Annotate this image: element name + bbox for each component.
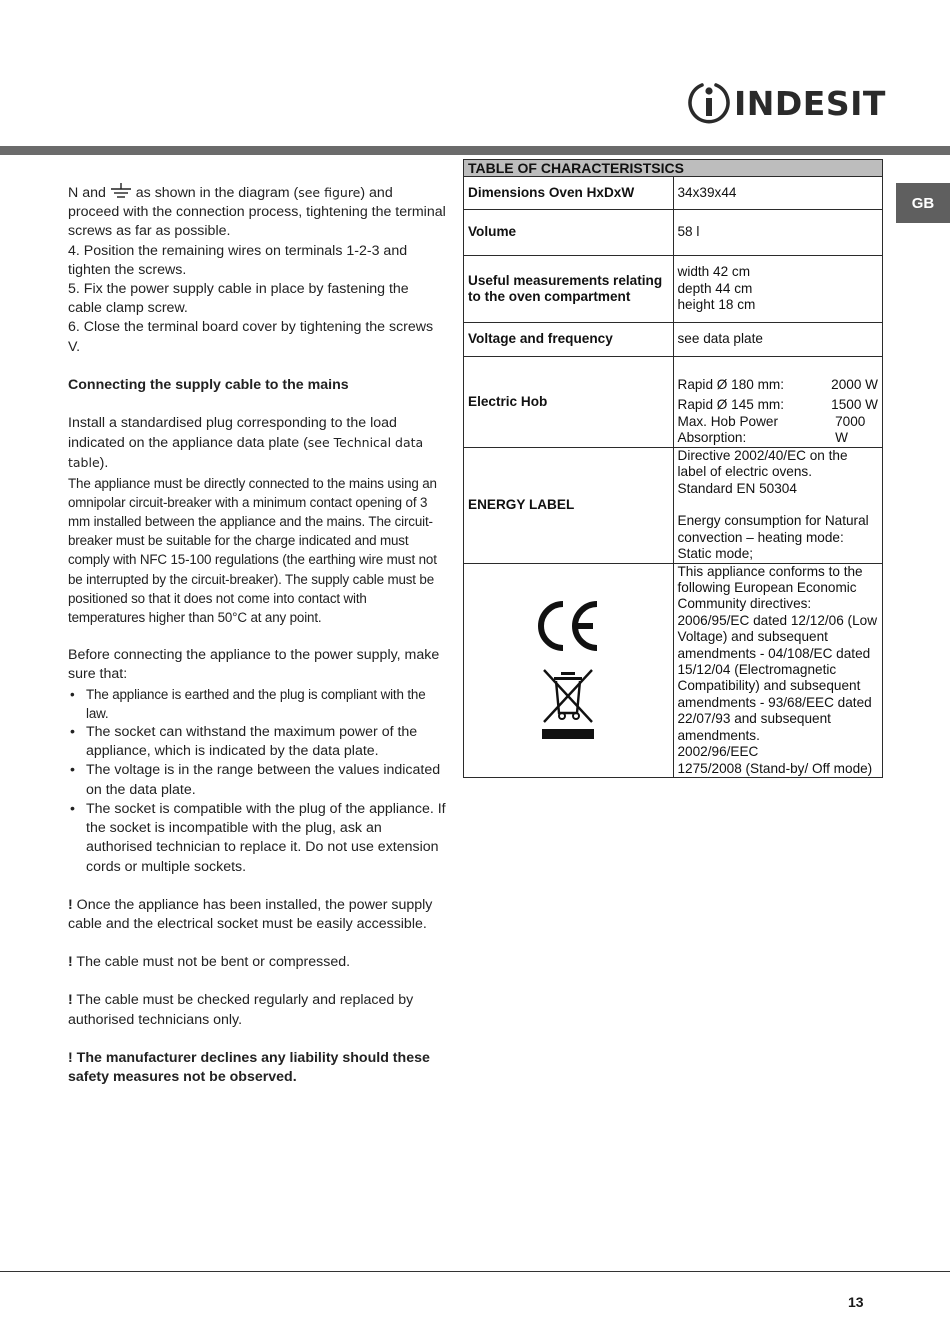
earth-icon [110, 183, 132, 200]
table-row-conformity [464, 563, 883, 777]
step-5: 5. Fix the power supply cable in place by fastening the cable clamp screw. [68, 281, 409, 317]
warning-checked: ! The cable must be checked regularly and replaced by authorised technicians only. [68, 992, 414, 1028]
weee-bin-icon [541, 667, 595, 741]
conformity-text: This appliance conforms to the following European Economic Community directives: 2006/95/EC dated 12/12/06 (Low Voltage) and subsequent amendments - 04/108/EC dated 15/12/04 (Electromagnetic Compatibility) and subsequent amendments - 93/68/EEC dated 22/07/93 and subsequent amendments. 2002/96/EEC 1275/2008 (Stand-by/ Off mode) [673, 563, 883, 777]
dimensions-value: 34x39x44 [673, 177, 883, 210]
step-4: 4. Position the remaining wires on terminals 1-2-3 and tighten the screws. [68, 242, 408, 278]
left-column [68, 183, 446, 1087]
voltage-label: Voltage and frequency [464, 323, 674, 357]
table-row-useful-measurements [464, 256, 883, 323]
dimensions-label: Dimensions Oven HxDxW [464, 177, 674, 210]
energy-label-value: Directive 2002/40/EC on the label of electric ovens. Standard EN 50304 Energy consumption for Natural convection – heating mode: Static mode; [673, 447, 883, 563]
table-header-row [464, 160, 883, 177]
table-row-volume [464, 210, 883, 256]
before-connecting-paragraph: Before connecting the appliance to the power supply, make sure that: [68, 647, 440, 683]
ce-mark-icon [535, 599, 601, 653]
brand-name: INDESIT [734, 83, 886, 123]
voltage-value: see data plate [673, 323, 883, 357]
table-row-energy-label [464, 447, 883, 563]
table-row-electric-hob [464, 357, 883, 448]
volume-value: 58 l [673, 210, 883, 256]
intro-paragraph: N and as shown in the diagram (see figure) and proceed with the connection process, tightening the terminal screws as far as possible. [68, 185, 446, 240]
table-row-dimensions [464, 177, 883, 210]
checklist-item-3: • The voltage is in the range between the values indicated on the data plate. [68, 761, 446, 799]
conformity-symbols [464, 563, 674, 777]
page-number: 13 [848, 1294, 864, 1310]
language-tab: GB [896, 183, 950, 223]
energy-label-label: ENERGY LABEL [464, 447, 674, 563]
table-row-voltage [464, 323, 883, 357]
checklist-item-1: • The appliance is earthed and the plug is compliant with the law. [68, 685, 446, 723]
electric-hob-label: Electric Hob [464, 357, 674, 448]
electric-hob-value: Rapid Ø 180 mm: 2000 W Rapid Ø 145 mm: 1500 W Max. Hob Power Absorption: 7000 W [673, 357, 883, 448]
useful-measurements-value: width 42 cm depth 44 cm height 18 cm [673, 256, 883, 323]
step-6: 6. Close the terminal board cover by tightening the screws V. [68, 319, 434, 355]
section-heading: Connecting the supply cable to the mains [68, 376, 349, 393]
indesit-logo-icon [688, 79, 730, 127]
characteristics-table [463, 159, 883, 778]
footer-rule [0, 1271, 950, 1272]
checklist-item-4: • The socket is compatible with the plug of the appliance. If the socket is incompatible with the plug, ask an authorised technician to replace it. Do not use extension cords or multiple sockets. [68, 800, 446, 877]
header-bar [0, 146, 950, 155]
warning-bent: ! The cable must not be bent or compressed. [68, 954, 351, 971]
checklist-item-2: • The socket can withstand the maximum power of the appliance, which is indicated by the data plate. [68, 723, 446, 761]
warning-accessible: ! Once the appliance has been installed, the power supply cable and the electrical socket must be easily accessible. [68, 896, 433, 932]
table-title: TABLE OF CHARACTERISTSICS [464, 160, 883, 177]
liability-disclaimer: ! The manufacturer declines any liability should these safety measures not be observed. [68, 1049, 430, 1085]
direct-connection-paragraph: The appliance must be directly connected to the mains using an omnipolar circuit-breaker with a minimum contact opening of 3 mm installed between the appliance and the mains. The circuit-breaker must be suitable for the charge indicated and must comply with NFC 15-100 regulations (the earthing wire must not be interrupted by the circuit-breaker). The supply cable must be positioned so that it does not come into contact with temperatures higher than 50°C at any point. [68, 475, 437, 626]
indesit-logo [688, 78, 886, 128]
volume-label: Volume [464, 210, 674, 256]
install-paragraph: Install a standardised plug corresponding to the load indicated on the appliance data plate (see Technical data table). [68, 415, 424, 472]
useful-measurements-label: Useful measurements relating to the oven compartment [464, 256, 674, 323]
